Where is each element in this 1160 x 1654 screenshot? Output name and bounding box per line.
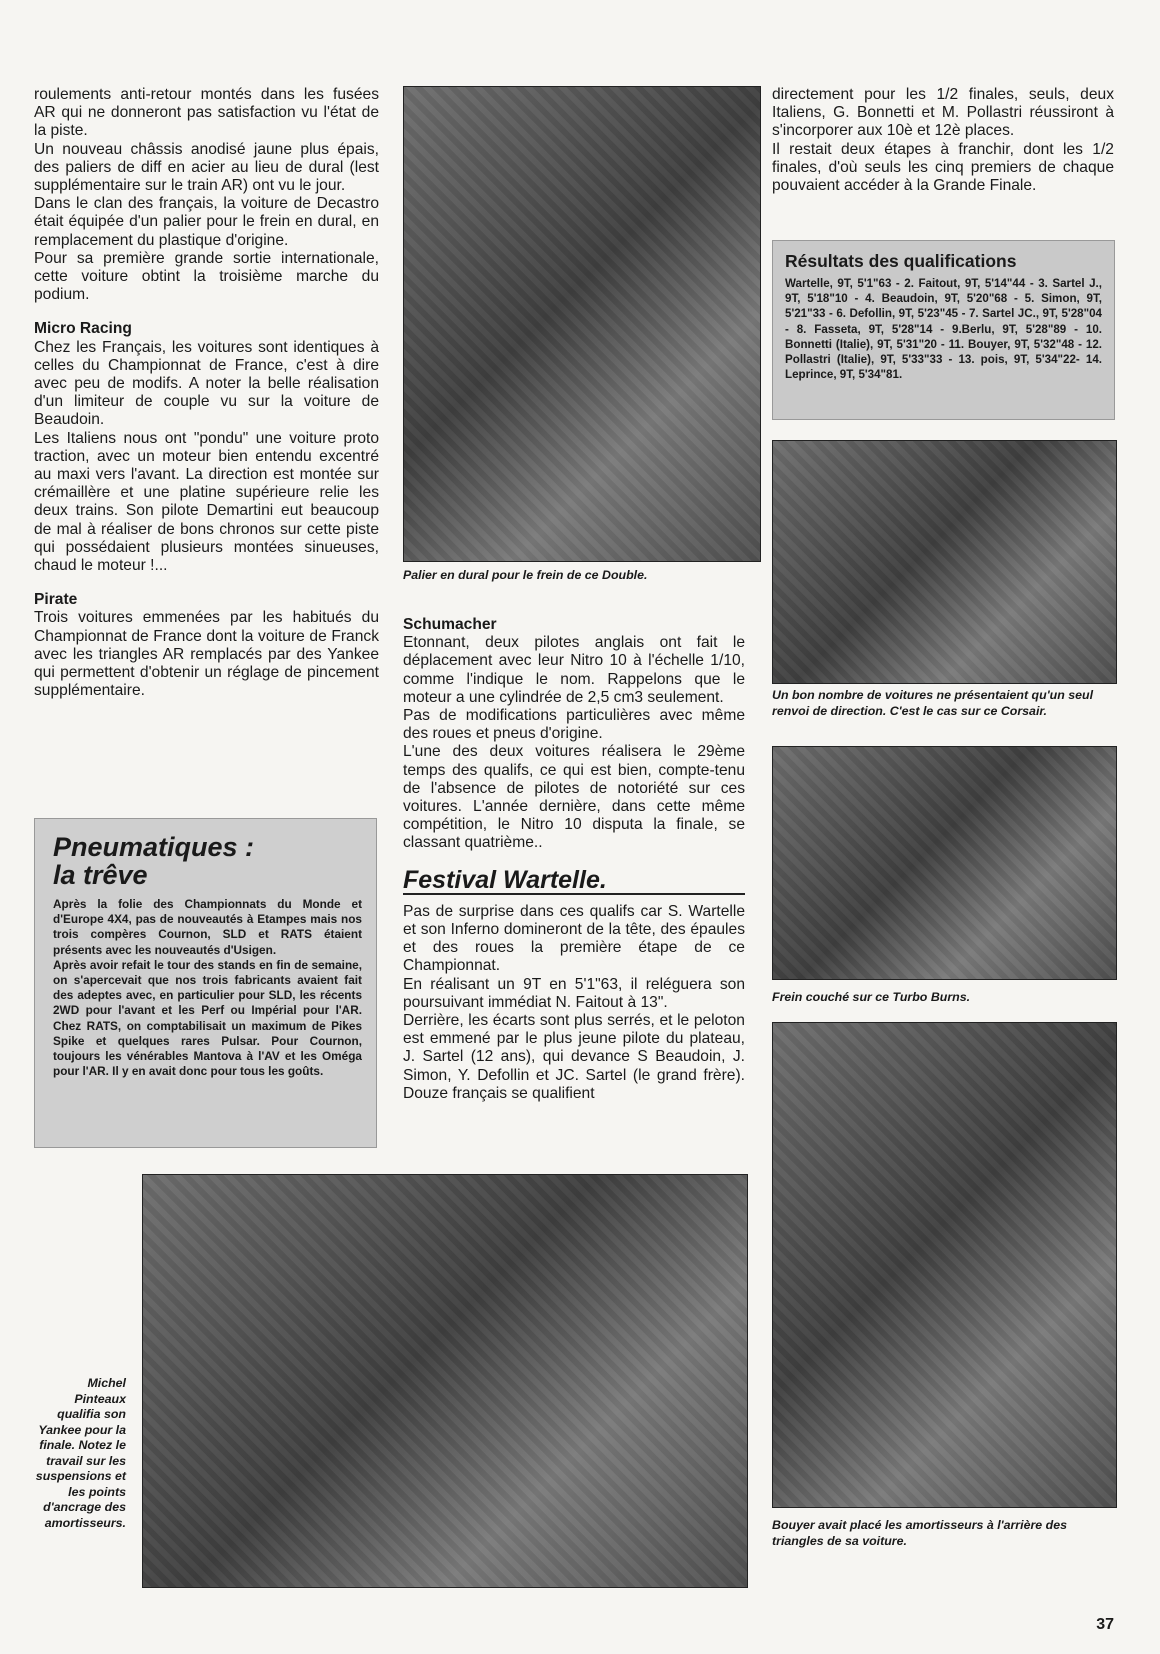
col3-paragraph: Il restait deux étapes à franchir, dont les 1/2 finales, d'où seuls les cinq premiers de chaque pouvaient accéder à la Grande Finale. — [772, 140, 1114, 195]
col1-paragraph: Pour sa première grande sortie internationale, cette voiture obtint la troisième marche du podium. — [34, 249, 379, 304]
col3-paragraph: directement pour les 1/2 finales, seuls, deux Italiens, G. Bonnetti et M. Pollastri réussiront à s'incorporer aux 10è et 12è places. — [772, 86, 1114, 140]
photo-engine-brake — [403, 86, 761, 562]
photo-yankee-car — [142, 1174, 748, 1588]
col1-paragraph: Dans le clan des français, la voiture de Decastro était équipée d'un palier pour le frein en dural, en remplacement du plastique d'origine. — [34, 195, 379, 249]
heading-pirate: Pirate — [34, 591, 78, 609]
pneumatiques-paragraph: Après la folie des Championnats du Monde et d'Europe 4X4, pas de nouveautés à Etampes mais nos trois compères Cournon, SLD et RATS étaient présents avec les nouveautés d'Usigen. — [53, 897, 362, 957]
pneumatiques-title: Pneumatiques : — [53, 832, 255, 862]
heading-schumacher: Schumacher — [403, 616, 497, 633]
col2-paragraph: En réalisant un 9T en 5'1"63, il reléguera son poursuivant immédiat N. Faitout à 13". — [403, 975, 745, 1011]
col2-paragraph: Etonnant, deux pilotes anglais ont fait le déplacement avec leur Nitro 10 à l'échelle 1/10, comme l'indique le nom. Rappelons que le moteur a une cylindrée de 2,5 cm3 seulement. — [403, 634, 745, 706]
column-2 — [403, 616, 745, 1103]
column-1 — [34, 86, 379, 701]
page-number: 37 — [1096, 1616, 1114, 1633]
results-text: Wartelle, 9T, 5'1"63 - 2. Faitout, 9T, 5'14"44 - 3. Sartel J., 9T, 5'18"10 - 4. Beaudoin, 9T, 5'20"68 - 5. Simon, 9T, 5'21"33 - 6. Defollin, 9T, 5'23"45 - 7. Sartel JC., 9T, 5'28"04 - 8. Fasseta, 9T, 5'28"14 - 9.Berlu, 9T, 5'28"89 - 10. Bonnetti (Italie), 9T, 5'31"20 - 11. Bouyer, 9T, 5'32"48 - 12. Pollastri (Italie), 9T, 5'33"33 - 13. pois, 9T, 5'34"22- 14. Leprince, 9T, 5'34"81. — [785, 277, 1102, 382]
results-title: Résultats des qualifications — [785, 251, 1017, 271]
col1-paragraph: Trois voitures emmenées par les habitués du Championnat de France dont la voiture de Franck avec les triangles AR remplacés par des Yankee qui permettent d'obtenir un réglage de pincement supplémentaire. — [34, 609, 379, 700]
pneumatiques-box — [34, 818, 377, 1148]
column-3 — [772, 86, 1114, 195]
col1-paragraph: roulements anti-retour montés dans les fusées AR qui ne donneront pas satisfaction vu l'état de la piste. — [34, 86, 379, 140]
caption-photo-4: Bouyer avait placé les amortisseurs à l'arrière des triangles de sa voiture. — [772, 1518, 1067, 1548]
caption-photo-1: Palier en dural pour le frein de ce Double. — [403, 568, 648, 582]
col2-paragraph: Pas de surprise dans ces qualifs car S. Wartelle et son Inferno domineront de la tête, des épaules et des roues la première étape de ce Championnat. — [403, 902, 745, 975]
col1-paragraph: Les Italiens nous ont "pondu" une voiture proto traction, avec un moteur bien entendu excentré au maxi vers l'avant. La direction est montée sur crémaillère et une platine supérieure relie les deux trains. Son pilote Demartini eut beaucoup de mal à réaliser de bons chronos sur cette piste qui possédaient plusieurs montées sinueuses, chaud le moteur !... — [34, 429, 379, 575]
col1-paragraph: Chez les Français, les voitures sont identiques à celles du Championnat de France, c'est à dire avec peu de modifs. A noter la belle réalisation d'un limiteur de couple vu sur la voiture de Beaudoin. — [34, 338, 379, 429]
col2-paragraph: Derrière, les écarts sont plus serrés, et le peloton est emmené par le plus jeune pilote du plateau, J. Sartel (12 ans), qui devance S Beaudoin, J. Simon, Y. Defollin et JC. Sartel (le grand frère). Douze français se qualifient — [403, 1012, 745, 1102]
photo-bouyer-car — [772, 1022, 1117, 1508]
heading-festival-wartelle: Festival Wartelle. — [403, 871, 745, 895]
caption-photo-5: Michel Pinteaux qualifia son Yankee pour la finale. Notez le travail sur les suspensions et les points d'ancrage des amortisseurs. — [35, 1376, 126, 1530]
photo-turbo-burns — [772, 746, 1117, 980]
photo-corsair — [772, 440, 1117, 684]
heading-micro-racing: Micro Racing — [34, 320, 132, 338]
pneumatiques-subtitle: la trêve — [53, 860, 148, 890]
caption-photo-2: Un bon nombre de voitures ne présentaient qu'un seul renvoi de direction. C'est le cas sur ce Corsair. — [772, 688, 1094, 718]
results-box — [772, 240, 1115, 420]
col2-paragraph: Pas de modifications particulières avec même des roues et pneus d'origine. — [403, 707, 745, 743]
caption-photo-3: Frein couché sur ce Turbo Burns. — [772, 990, 971, 1004]
col2-paragraph: L'une des deux voitures réalisera le 29ème temps des qualifs, ce qui est bien, compte-tenu de l'absence de pilotes de notoriété sur ces voitures. L'année dernière, dans cette même compétition, le Nitro 10 disputa la finale, se classant quatrième.. — [403, 743, 745, 852]
col1-paragraph: Un nouveau châssis anodisé jaune plus épais, des paliers de diff en acier au lieu de dural (lest supplémentaire sur le train AR) ont vu le jour. — [34, 140, 379, 195]
pneumatiques-paragraph: Après avoir refait le tour des stands en fin de semaine, on s'apercevait que nos trois fabricants avaient fait des adeptes avec, en particulier pour SLD, les récents 2WD pour l'avant et les Perf ou Impérial pour l'AR. Chez RATS, on comptabilisait un maximum de Pikes Spike et quelques rares Pulsar. Pour Cournon, toujours les vénérables Mantova à l'AV et les Oméga pour l'AR. Il y en avait donc pour tous les goûts. — [53, 957, 362, 1079]
